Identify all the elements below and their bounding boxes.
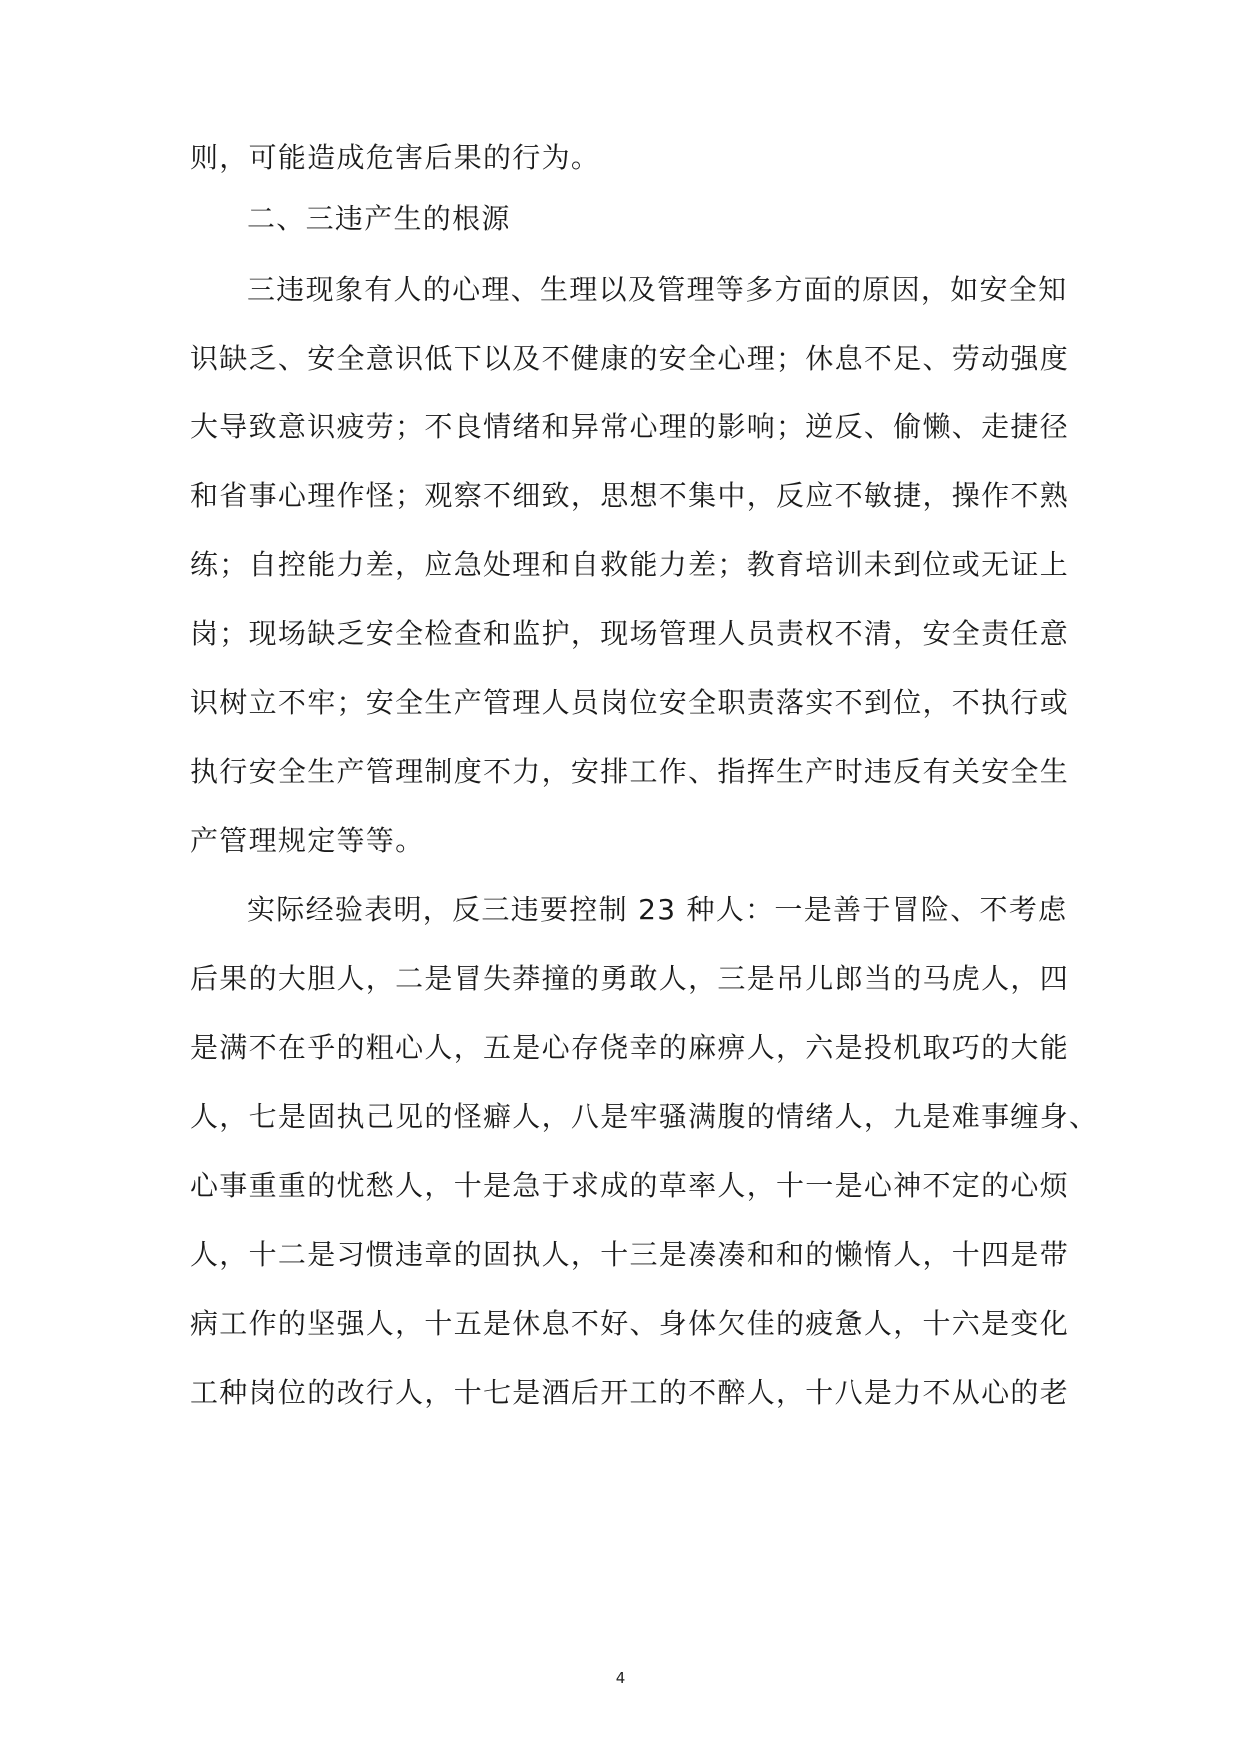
text-line: 识缺乏、安全意识低下以及不健康的安全心理；休息不足、劳动强度 [190, 342, 1070, 375]
text-line: 练；自控能力差，应急处理和自救能力差；教育培训未到位或无证上 [190, 548, 1070, 581]
text-line: 岗；现场缺乏安全检查和监护，现场管理人员责权不清，安全责任意 [190, 617, 1070, 650]
text-line: 大导致意识疲劳；不良情绪和异常心理的影响；逆反、偷懒、走捷径 [190, 410, 1070, 443]
text-line: 人，十二是习惯违章的固执人，十三是凑凑和和的懒惰人，十四是带 [190, 1238, 1070, 1271]
text-line: 人，七是固执己见的怪癖人，八是牢骚满腹的情绪人，九是难事缠身、 [190, 1100, 1099, 1133]
text-line: 识树立不牢；安全生产管理人员岗位安全职责落实不到位，不执行或 [190, 686, 1070, 719]
text-line: 和省事心理作怪；观察不细致，思想不集中，反应不敏捷，操作不熟 [190, 479, 1070, 512]
text-line: 病工作的坚强人，十五是休息不好、身体欠佳的疲惫人，十六是变化 [190, 1307, 1070, 1340]
text-line: 则，可能造成危害后果的行为。 [190, 141, 601, 174]
text-line: 实际经验表明，反三违要控制 23 种人：一是善于冒险、不考虑 [247, 893, 1068, 926]
page-number: 4 [615, 1669, 626, 1687]
text-line: 工种岗位的改行人，十七是酒后开工的不醉人，十八是力不从心的老 [190, 1376, 1070, 1409]
text-line: 产管理规定等等。 [190, 824, 425, 857]
section-heading: 二、三违产生的根源 [247, 202, 511, 235]
text-line: 三违现象有人的心理、生理以及管理等多方面的原因，如安全知 [247, 273, 1068, 306]
text-line: 是满不在乎的粗心人，五是心存侥幸的麻痹人，六是投机取巧的大能 [190, 1031, 1070, 1064]
text-line: 执行安全生产管理制度不力，安排工作、指挥生产时违反有关安全生 [190, 755, 1070, 788]
text-line: 后果的大胆人，二是冒失莽撞的勇敢人，三是吊儿郎当的马虎人，四 [190, 962, 1070, 995]
text-line: 心事重重的忧愁人，十是急于求成的草率人，十一是心神不定的心烦 [190, 1169, 1070, 1202]
